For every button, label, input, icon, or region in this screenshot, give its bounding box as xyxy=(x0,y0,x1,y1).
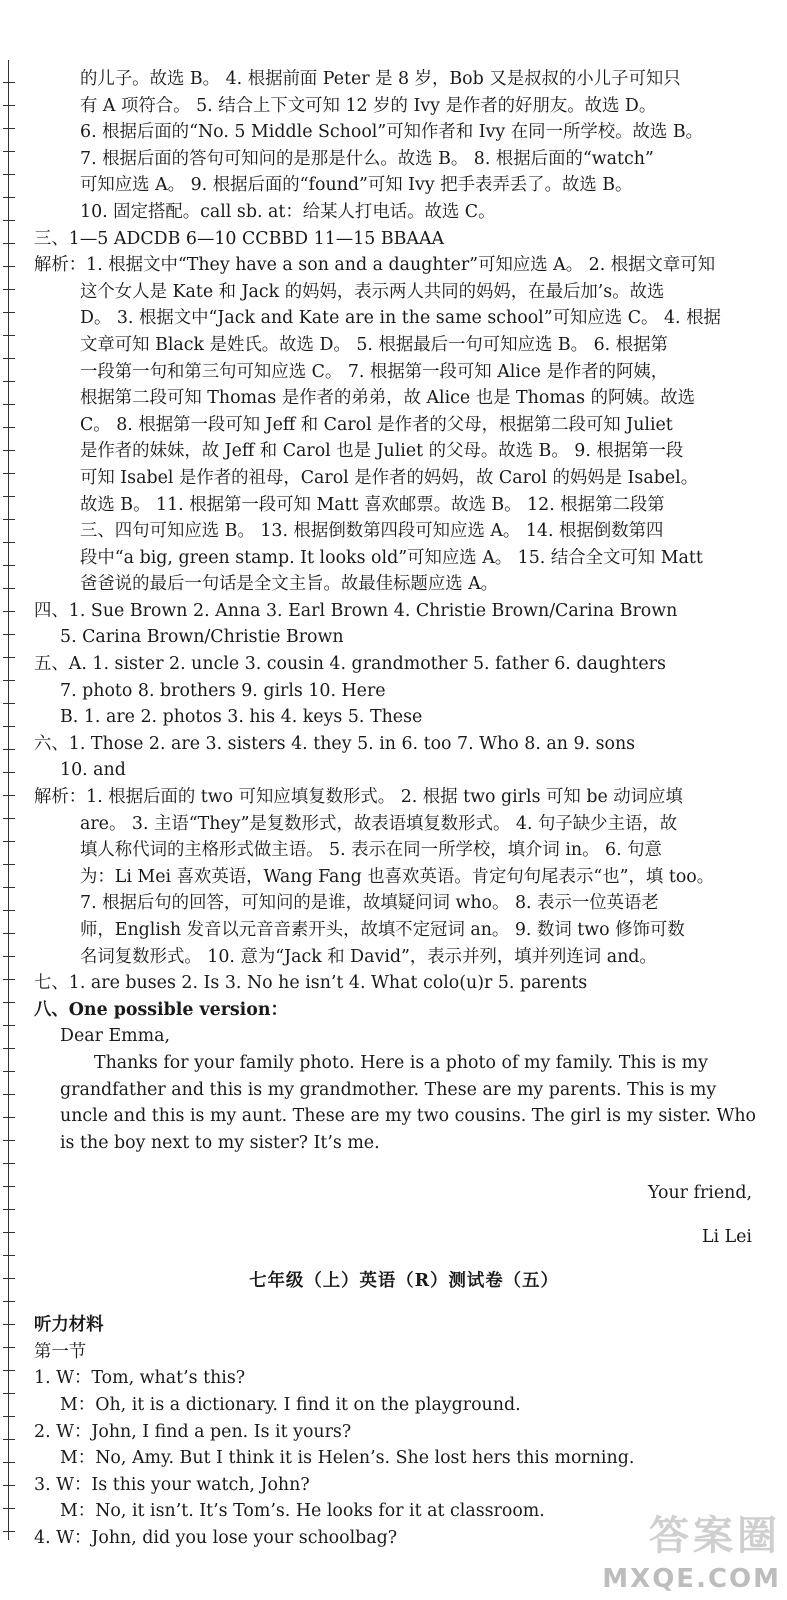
listening-line: M：No, Amy. But I think it is Helen’s. She lost hers this morning. xyxy=(60,1448,635,1469)
section-3-analysis-line: 可知 Isabel 是作者的祖母，Carol 是作者的妈妈，故 Carol 的妈妈是 Isabel。 xyxy=(80,467,699,488)
listening-line: M：No, it isn’t. It’s Tom’s. He looks for it at classroom. xyxy=(60,1501,545,1522)
watermark-url: MXQE.COM xyxy=(602,1564,781,1594)
section-3-analysis-line: 这个女人是 Kate 和 Jack 的妈妈，表示两人共同的妈妈，在最后加’s。故选 xyxy=(80,281,665,302)
section-3-analysis-line: 三、四句可知应选 B。 13. 根据倒数第四段可知应选 A。 14. 根据倒数第四 xyxy=(80,521,664,542)
test-title: 七年级（上）英语（R）测试卷（五） xyxy=(249,1270,559,1291)
section-4-answers: 四、1. Sue Brown 2. Anna 3. Earl Brown 4. Christie Brown/Carina Brown xyxy=(34,600,678,621)
listening-line: 1. W：Tom, what’s this? xyxy=(34,1368,246,1389)
section-3-analysis-line: D。 3. 根据文中“Jack and Kate are in the same school”可知应选 C。 4. 根据 xyxy=(80,308,721,329)
text-line: 可知应选 A。 9. 根据后面的“found”可知 Ivy 把手表弄丢了。故选 B。 xyxy=(80,175,633,196)
listening-line: 2. W：John, I find a pen. Is it yours? xyxy=(34,1421,352,1442)
section-6-analysis-line: 7. 根据后句的回答，可知问的是谁，故填疑问词 who。 8. 表示一位英语老 xyxy=(80,893,659,914)
letter-body-line: grandfather and this is my grandmother. These are my parents. This is my xyxy=(60,1079,717,1100)
section-6-analysis-line: 名词复数形式。 10. 意为“Jack 和 David”，表示并列，填并列连词 and。 xyxy=(80,946,657,967)
binding-margin-ticks xyxy=(3,60,15,1540)
section-4-answers: 5. Carina Brown/Christie Brown xyxy=(60,627,344,648)
section-7-answers: 七、1. are buses 2. Is 3. No he isn’t 4. What colo(u)r 5. parents xyxy=(34,973,588,994)
section-3-analysis-line: 爸爸说的最后一句话是全文主旨。故最佳标题应选 A。 xyxy=(80,574,499,595)
listening-heading: 听力材料 xyxy=(34,1315,104,1336)
watermark-logo: 答案圈 xyxy=(649,1513,781,1559)
spacer xyxy=(34,1156,774,1162)
watermark xyxy=(581,1504,781,1594)
letter-body-line: uncle and this is my aunt. These are my two cousins. The girl is my sister. Who xyxy=(60,1106,757,1127)
page-content xyxy=(34,66,774,1552)
section-3-answers: 三、1—5 ADCDB 6—10 CCBBD 11—15 BBAAA xyxy=(34,228,445,249)
section-3-analysis-line: 文章可知 Black 是姓氏。故选 D。 5. 根据最后一句可知应选 B。 6. 根据第 xyxy=(80,334,668,355)
letter-body-line: Thanks for your family photo. Here is a photo of my family. This is my xyxy=(94,1052,708,1073)
section-6-answers: 六、1. Those 2. are 3. sisters 4. they 5. in 6. too 7. Who 8. an 9. sons xyxy=(34,733,636,754)
section-3-analysis-line: 根据第二段可知 Thomas 是作者的弟弟，故 Alice 也是 Thomas 的阿姨。故选 xyxy=(80,388,695,409)
letter-closing: Your friend, xyxy=(648,1182,752,1203)
section-6-analysis-line: 填人称代词的主格形式做主语。 5. 表示在同一所学校，填介词 in。 6. 句意 xyxy=(80,840,662,861)
letter-signature: Li Lei xyxy=(701,1226,752,1247)
listening-line: M：Oh, it is a dictionary. I find it on the playground. xyxy=(60,1395,521,1416)
section-3-analysis-line: 段中“a big, green stamp. It looks old”可知应选 A。 15. 结合全文可知 Matt xyxy=(80,547,703,568)
text-line: 7. 根据后面的答句可知问的是那是什么。故选 B。 8. 根据后面的“watch” xyxy=(80,148,654,169)
section-5-answers: 五、A. 1. sister 2. uncle 3. cousin 4. grandmother 5. father 6. daughters xyxy=(34,654,666,675)
text-line: 6. 根据后面的“No. 5 Middle School”可知作者和 Ivy 在同一所学校。故选 B。 xyxy=(80,122,703,143)
section-6-analysis-line: 解析：1. 根据后面的 two 可知应填复数形式。 2. 根据 two girls 可知 be 动词应填 xyxy=(34,787,683,808)
section-6-answers: 10. and xyxy=(60,760,126,781)
listening-line: 3. W：Is this your watch, John? xyxy=(34,1474,310,1495)
section-3-analysis-line: 是作者的妹妹，故 Jeff 和 Carol 也是 Juliet 的父母。故选 B。 9. 根据第一段 xyxy=(80,441,684,462)
section-5-answers: 7. photo 8. brothers 9. girls 10. Here xyxy=(60,680,386,701)
section-6-analysis-line: are。 3. 主语“They”是复数形式，故表语填复数形式。 4. 句子缺少主语，故 xyxy=(80,813,678,834)
section-5-answers: B. 1. are 2. photos 3. his 4. keys 5. These xyxy=(60,707,423,728)
text-line: 10. 固定搭配。call sb. at：给某人打电话。故选 C。 xyxy=(80,201,496,222)
section-6-analysis-line: 为：Li Mei 喜欢英语，Wang Fang 也喜欢英语。肯定句句尾表示“也”，填 too。 xyxy=(80,866,715,887)
section-6-analysis-line: 师，English 发音以元音音素开头，故填不定冠词 an。 9. 数词 two 修饰可数 xyxy=(80,920,685,940)
text-line: 的儿子。故选 B。 4. 根据前面 Peter 是 8 岁，Bob 又是叔叔的小儿子可知只 xyxy=(80,69,681,89)
section-3-analysis-line: 一段第一句和第三句可知应选 C。 7. 根据第一段可知 Alice 是作者的阿姨， xyxy=(80,361,669,382)
section-8-heading: 八、One possible version： xyxy=(34,999,288,1020)
section-3-analysis-line: 故选 B。 11. 根据第一段可知 Matt 喜欢邮票。故选 B。 12. 根据第二段第 xyxy=(80,494,665,515)
section-3-analysis-line: C。 8. 根据第一段可知 Jeff 和 Carol 是作者的父母，根据第二段可知 Juliet xyxy=(80,414,673,435)
listening-subheading: 第一节 xyxy=(34,1341,87,1362)
letter-salutation: Dear Emma, xyxy=(60,1026,171,1047)
text-line: 有 A 项符合。 5. 结合上下文可知 12 岁的 Ivy 是作者的好朋友。故选 D。 xyxy=(80,95,657,116)
listening-line: 4. W：John, did you lose your schoolbag? xyxy=(34,1528,398,1549)
letter-body-line: is the boy next to my sister? It’s me. xyxy=(60,1132,380,1153)
section-3-analysis-line: 解析：1. 根据文中“They have a son and a daughter”可知应选 A。 2. 根据文章可知 xyxy=(34,255,716,276)
